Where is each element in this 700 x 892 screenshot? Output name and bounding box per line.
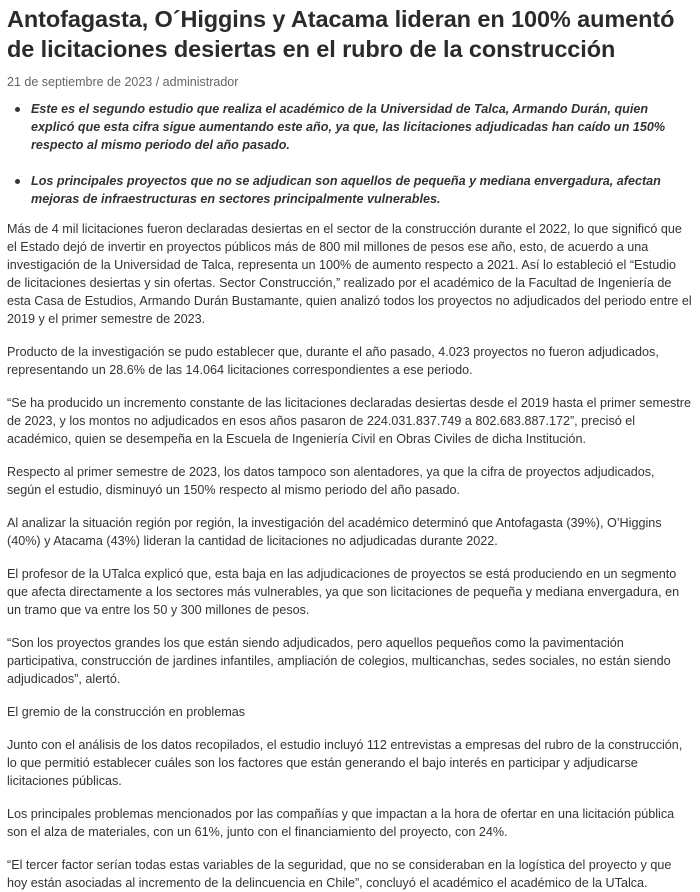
meta-separator: / [152,75,163,89]
highlight-text: Los principales proyectos que no se adjudican son aquellos de pequeña y mediana envergadura, afectan mejoras de infraestructuras en sectores principalmente vulnerables. [31,174,661,206]
body-paragraph: Los principales problemas mencionados por las compañías y que impactan a la hora de ofertar en una licitación pública son el alza de materiales, con un 61%, junto con el financiamiento del proyecto, con 24%. [7,807,675,839]
section-subheading: El gremio de la construcción en problemas [7,705,246,719]
article-title: Antofagasta, O´Higgins y Atacama lideran en 100% aumentó de licitaciones desiertas en el rubro de la construcción [7,6,675,62]
bullet-icon [15,179,20,184]
highlights-list [7,100,692,208]
body-paragraph: Producto de la investigación se pudo establecer que, durante el año pasado, 4.023 proyectos no fueron adjudicados, representando un 28.6% de las 14.064 licitaciones correspondientes a ese periodo. [7,345,659,377]
highlight-item [23,100,692,154]
body-paragraph: Al analizar la situación región por región, la investigación del académico determinó que Antofagasta (39%), O’Higgins (40%) y Atacama (43%) lideran la cantidad de licitaciones no adjudicadas durante 2022. [7,516,662,548]
body-paragraph: Respecto al primer semestre de 2023, los datos tampoco son alentadores, ya que la cifra de proyectos adjudicados, según el estudio, disminuyó un 150% respecto al mismo periodo del año pasado. [7,465,655,497]
article-author-link[interactable]: administrador [162,75,239,89]
article-meta [7,74,692,90]
body-paragraph: “Son los proyectos grandes los que están siendo adjudicados, pero aquellos pequeños como la pavimentación participativa, construcción de jardines infantiles, ampliación de colegios, multicanchas, sedes sociales, no están siendo adjudicados”, alertó. [7,636,671,686]
body-paragraph: Más de 4 mil licitaciones fueron declaradas desiertas en el sector de la construcción durante el 2022, lo que significó que el Estado dejó de invertir en proyectos públicos más de 800 mil millones de pesos ese año, esto, de acuerdo a una investigación de la Universidad de Talca, representa un 100% de aumento respecto a 2021. Así lo estableció el “Estudio de licitaciones desiertas y sin ofertas. Sector Construcción,” realizado por el académico de la Facultad de Ingeniería de esta Casa de Estudios, Armando Durán Bustamante, quien analizó todos los proyectos no adjudicados del periodo entre el 2019 y el primer semestre de 2023. [7,222,692,326]
bullet-icon [15,107,20,112]
body-paragraph: “El tercer factor serían todas estas variables de la seguridad, que no se consideraban en la logística del proyecto y que hoy están asociadas al incremento de la delincuencia en Chile”, concluyó el académico el académico de la UTalca. [7,858,672,890]
body-paragraph: “Se ha producido un incremento constante de las licitaciones declaradas desiertas desde el 2019 hasta el primer semestre de 2023, y los montos no adjudicados en esos años pasaron de 224.031.837.749 a 802.683.887.172”, precisó el académico, quien se desempeña en la Escuela de Ingeniería Civil en Obras Civiles de dicha Institución. [7,396,691,446]
highlight-text: Este es el segundo estudio que realiza el académico de la Universidad de Talca, Armando Durán, quien explicó que esta cifra sigue aumentando este año, ya que, las licitaciones adjudicadas han caído un 150% respecto al mismo periodo del año pasado. [31,102,666,152]
body-paragraph: Junto con el análisis de los datos recopilados, el estudio incluyó 112 entrevistas a empresas del rubro de la construcción, lo que permitió establecer cuáles son los factores que están generando el bajo interés en participar y adjudicarse licitaciones públicas. [7,738,683,788]
body-paragraph: El profesor de la UTalca explicó que, esta baja en las adjudicaciones de proyectos se está produciendo en un segmento que afecta directamente a los sectores más vulnerables, ya que son licitaciones de pequeña y mediana envergadura, en un tramo que va entre los 50 y 300 millones de pesos. [7,567,680,617]
article-date-link[interactable]: 21 de septiembre de 2023 [7,75,153,89]
highlight-item [23,172,692,208]
